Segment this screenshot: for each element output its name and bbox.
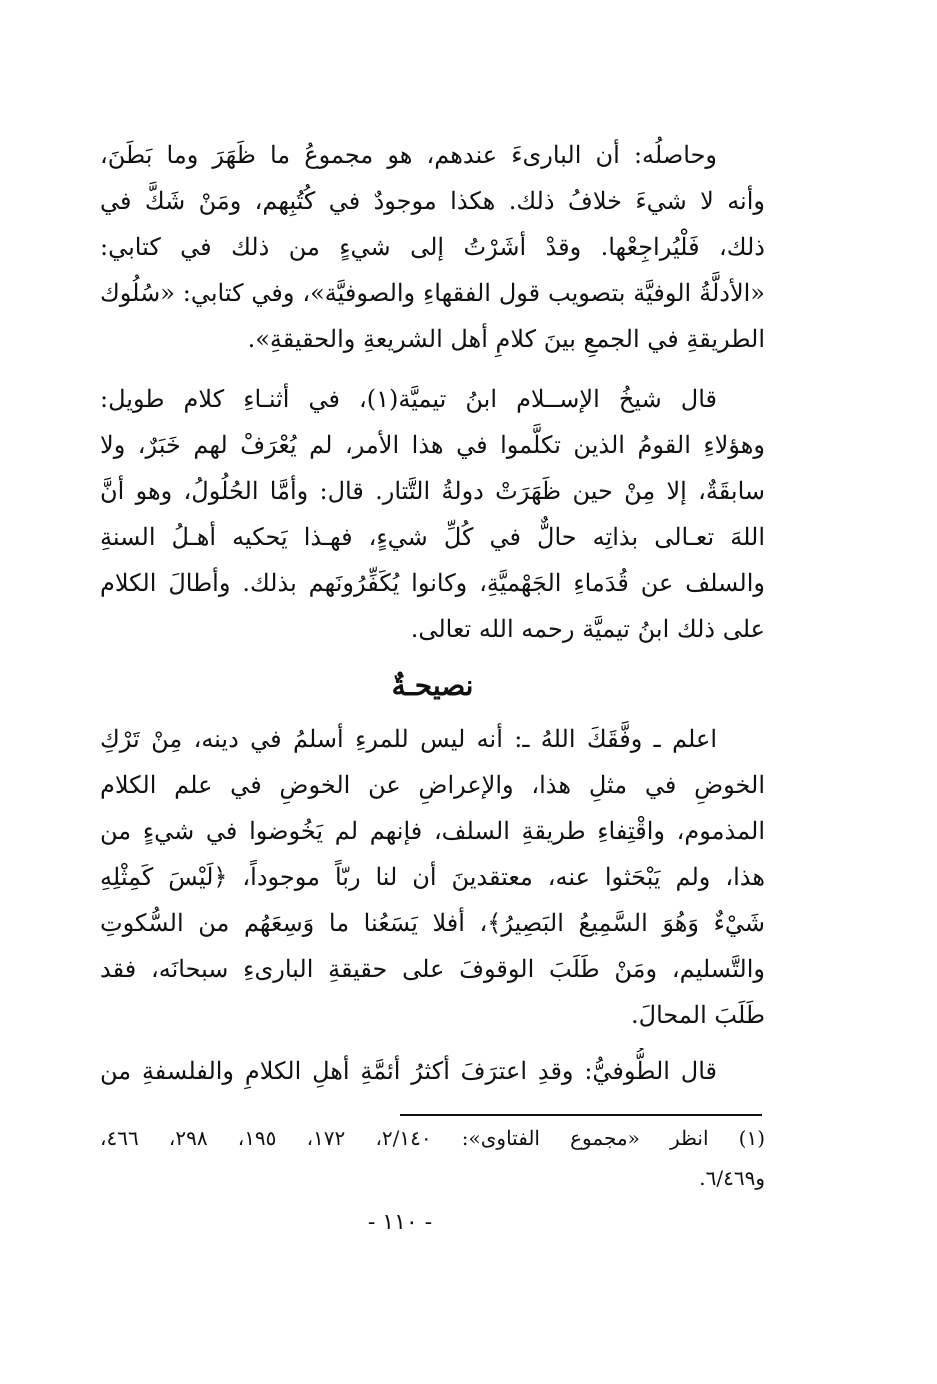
text-line: الخوضِ في مثلِ هذا، والإعراضِ عن الخوضِ في علم الكلام [100, 771, 765, 799]
text-line: المذموم، واقْتِفاءِ طريقةِ السلف، فإنهم لم يَخُوضوا في شيءٍ من [100, 817, 765, 845]
paragraph-1 [100, 132, 765, 362]
text-line: الطريقةِ في الجمعِ بينَ كلامِ أهل الشريعةِ والحقيقةِ». [247, 325, 765, 353]
text-line: والسلف عن قُدَماءِ الجَهْميَّةِ، وكانوا يُكَفِّرُونَهم بذلك. وأطالَ الكلام [100, 569, 765, 597]
text-line: هذا، ولم يَبْحَثوا عنه، معتقدينَ أن لنا ربّاً موجوداً، ﴿لَيْسَ كَمِثْلِهِ [100, 863, 765, 891]
footnote [100, 1118, 765, 1198]
text-line: قال الطُّوفيُّ: وقدِ اعترَفَ أكثرُ أئمَّةِ أهلِ الكلامِ والفلسفةِ من [100, 1057, 717, 1085]
paragraph-2 [100, 376, 765, 652]
page-body [100, 132, 765, 1094]
text-line: وهؤلاءِ القومُ الذين تكلَّموا في هذا الأمر، لم يُعْرَفْ لهم خَبَرٌ، ولا [100, 431, 765, 459]
text-line: وحاصلُه: أن البارىءَ عندهم، هو مجموعُ ما ظَهَرَ وما بَطَنَ، [100, 141, 717, 169]
text-line: شَيْءٌ وَهُوَ السَّمِيعُ البَصِيرُ﴾، أفلا يَسَعُنا ما وَسِعَهُم من السُّكوتِ [100, 909, 765, 937]
footnote-divider [400, 1114, 762, 1116]
page-number: - ١١٠ - [367, 1210, 433, 1235]
section-heading: نصيحـةٌ [391, 669, 474, 702]
text-line: «الأدلَّةُ الوفيَّة بتصويب قول الفقهاءِ والصوفيَّة»، وفي كتابي: «سُلُوك [100, 279, 765, 307]
paragraph-4 [100, 1048, 765, 1094]
text-line: طَلَبَ المحالَ. [631, 1001, 765, 1029]
text-line: والتَّسليم، ومَنْ طَلَبَ الوقوفَ على حقيقةِ البارىءِ سبحانَه، فقد [100, 955, 765, 983]
paragraph-3 [100, 716, 765, 1038]
text-line: ذلك، فَلْيُراجِعْها. وقدْ أشَرْتُ إلى شيءٍ من ذلك في كتابي: [100, 233, 765, 261]
text-line: اللهَ تعـالى بذاتِه حالٌّ في كُلِّ شيءٍ، فهـذا يَحكيه أهـلُ السنةِ [100, 523, 765, 551]
text-line: سابقَةٌ، إلا مِنْ حين ظَهَرَتْ دولةُ التَّتار. قال: وأمَّا الحُلُولُ، وهو أنَّ [100, 477, 765, 505]
footnote-line: (١) انظر «مجموع الفتاوى»: ٢/١٤٠، ١٧٢، ١٩٥، ٢٩٨، ٤٦٦، [100, 1126, 766, 1150]
text-line: على ذلك ابنُ تيميَّة رحمه الله تعالى. [410, 615, 765, 643]
text-line: وأنه لا شيءَ خلافُ ذلك. هكذا موجودٌ في كُتُبِهم، ومَنْ شَكَّ في [100, 187, 765, 215]
text-line: قال شيخُ الإســلام ابنُ تيميَّة(١)، في أثنـاءِ كلام طويل: [100, 385, 717, 413]
text-line: اعلم ـ وفَّقَكَ اللهُ ـ: أنه ليس للمرءِ أسلمُ في دينه، مِنْ تَرْكِ [100, 725, 717, 753]
footnote-line: و٦/٤٦٩. [699, 1166, 765, 1190]
